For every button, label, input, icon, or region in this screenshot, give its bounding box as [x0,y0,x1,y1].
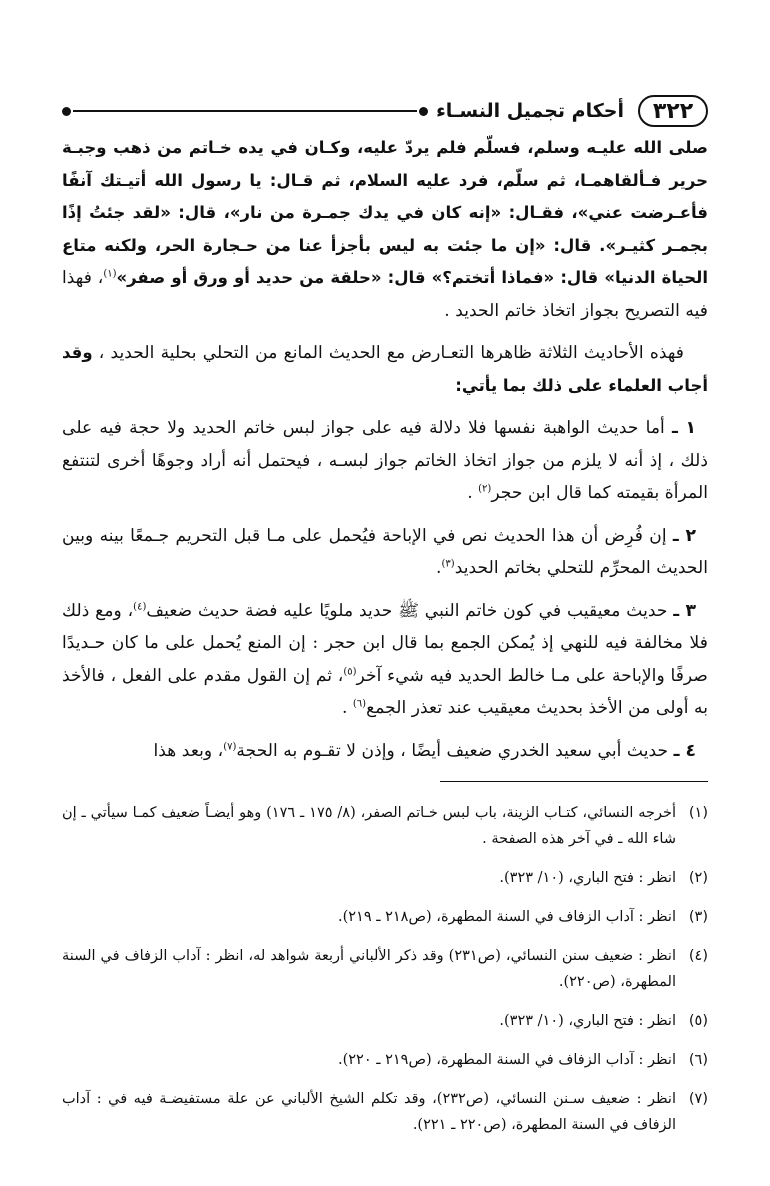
footnote-ref[interactable]: (٦) [352,698,367,710]
hadith-text: صلى الله عليـه وسلم، فسلّم فلم يردّ عليه، وكـان في يده خـاتم من ذهب وجبـة حرير فـألقاهمـا، ثم سلّم، فرد عليه السلام، ثم قـال: يا رسول الله أتيـتك آنفًا فأعـرضت عني»، فقـال: «إنه كان في يدك جمـرة من نار»، قال: «لقد جئتُ إذًا بجمـر كثيـر». قال: «إن ما جئت به ليس بأجزأ عنا من حـجارة الحر، ولكنه متاع الحياة الدنيا» قال: «فماذا أتختم؟» قال: «حلقة من حديد أو ورق أو صفر» [62,138,709,287]
footnote-number: (٣) [688,909,708,925]
footnote-1 [62,800,708,852]
point-text: ، وبعد هذا [153,740,224,761]
footnote-text: أخرجه النسائي، كتـاب الزينة، باب لبس خـاتم الصفر، (٨/ ١٧٥ ـ ١٧٦) وهو أيضـاً ضعيف كمـا سيأتي ـ إن شاء الله ـ في آخر هذه الصفحة . [62,805,676,847]
header-rule [62,107,428,116]
point-text: . [341,698,353,718]
footnote-5 [62,1008,708,1034]
paragraph-text: فهذه الأحاديث الثلاثة ظاهرها التعـارض مع الحديث المانع من التحلي بحلية الحديد ، [98,343,684,363]
paragraph-heading: وقد أجاب العلماء على ذلك بما يأتي: [62,343,708,395]
footnote-text: انظر : فتح الباري، (١٠/ ٣٢٣). [499,1013,676,1029]
point-text: ، ثم إن القول مقدم على الفعل ، فالأخذ به أولى من الأخذ بحديث معيقيب عند تعذر الجمع [62,665,708,718]
paragraph-1 [62,132,708,327]
paragraph-2 [62,337,708,402]
main-text [62,132,708,767]
footnote-6 [62,1047,708,1073]
footnote-ref[interactable]: (١) [103,268,117,280]
point-text: حديث معيقيب في كون خاتم النبي ﷺ حديد ملويًا عليه فضة حديث ضعيف [146,600,674,621]
point-text: ، ومع ذلك فلا مخالفة فيه للنهي إذ يُمكن الجمع بما قال ابن حجر : إن المنع يُحمل على ما كان حـديدًا صرفًا والإباحة على مـا خالط الحديد فيه شيء آخر [62,600,708,686]
point-number: ٣ ـ [673,600,696,621]
footnote-number: (٤) [688,948,708,964]
paragraph-text: ، فهذا فيه التصريح بجواز اتخاذ خاتم الحديد . [62,268,708,321]
point-text: أما حديث الواهبة نفسها فلا دلالة فيه على جواز لبس خاتم الحديد ولا حجة فيه على ذلك ، إذ أنه لا يلزم من جواز اتخاذ الخاتم جواز لبسـه ، فيحتمل أنه أراد وجوهًا أخرى لتنتفع المرأة بقيمته كما قال ابن حجر [62,418,708,503]
footnote-number: (٧) [688,1091,708,1107]
footnote-7 [62,1086,708,1138]
point-4 [62,735,708,768]
footnote-text: انظر : آداب الزفاف في السنة المطهرة، (ص٢١٨ ـ ٢١٩). [337,909,676,925]
footnote-number: (٢) [688,870,708,886]
rule-dot-left [62,107,71,116]
book-page [62,90,708,1151]
point-2 [62,520,708,585]
point-text: حديث أبي سعيد الخدري ضعيف أيضًا ، وإذن لا تقـوم به الحجة [236,740,674,761]
point-text: . [467,483,479,503]
footnote-number: (٦) [688,1052,708,1068]
footnote-ref[interactable]: (٥) [343,665,357,677]
footnote-number: (١) [688,805,708,821]
point-number: ١ ـ [671,418,697,438]
footnote-separator [440,781,708,782]
footnote-4 [62,943,708,995]
footnote-2 [62,865,708,891]
point-1 [62,412,708,510]
point-number: ٢ ـ [672,525,696,546]
footnote-ref[interactable]: (٧) [223,740,237,752]
page-number: ٣٢٢ [638,95,708,127]
footnote-text: انظر : آداب الزفاف في السنة المطهرة، (ص٢١٩ ـ ٢٢٠). [337,1052,676,1068]
footnotes [62,800,708,1138]
footnote-text: انظر : ضعيف سنن النسائي، (ص٢٣١) وقد ذكر الألباني أربعة شواهد له، انظر : آداب الزفاف في السنة المطهرة، (ص٢٢٠). [62,948,676,990]
point-3 [62,595,708,725]
rule-dot-right [419,107,428,116]
page-header [62,90,708,132]
point-text: إن فُرِض أن هذا الحديث نص في الإباحة فيُحمل على مـا قبل التحريم جـمعًا بينه وبين الحديث المحرِّم للتحلي بخاتم الحديد [62,525,708,578]
footnote-ref[interactable]: (٢) [478,483,492,495]
footnote-3 [62,904,708,930]
point-number: ٤ ـ [673,740,696,761]
rule-line [73,110,417,112]
footnote-ref[interactable]: (٤) [133,600,147,612]
footnote-ref[interactable]: (٣) [441,558,455,570]
footnote-text: انظر : ضعيف سـنن النسائي، (ص٢٣٢)، وقد تكلم الشيخ الألباني عن علة مستفيضـة فيه في : آداب الزفاف في السنة المطهرة، (ص٢٢٠ ـ ٢٢١). [62,1091,676,1133]
point-text: . [436,558,442,578]
footnote-text: انظر : فتح الباري، (١٠/ ٣٢٣). [499,870,676,886]
running-title: أحكام تجميل النسـاء [436,100,624,122]
footnote-number: (٥) [688,1013,708,1029]
